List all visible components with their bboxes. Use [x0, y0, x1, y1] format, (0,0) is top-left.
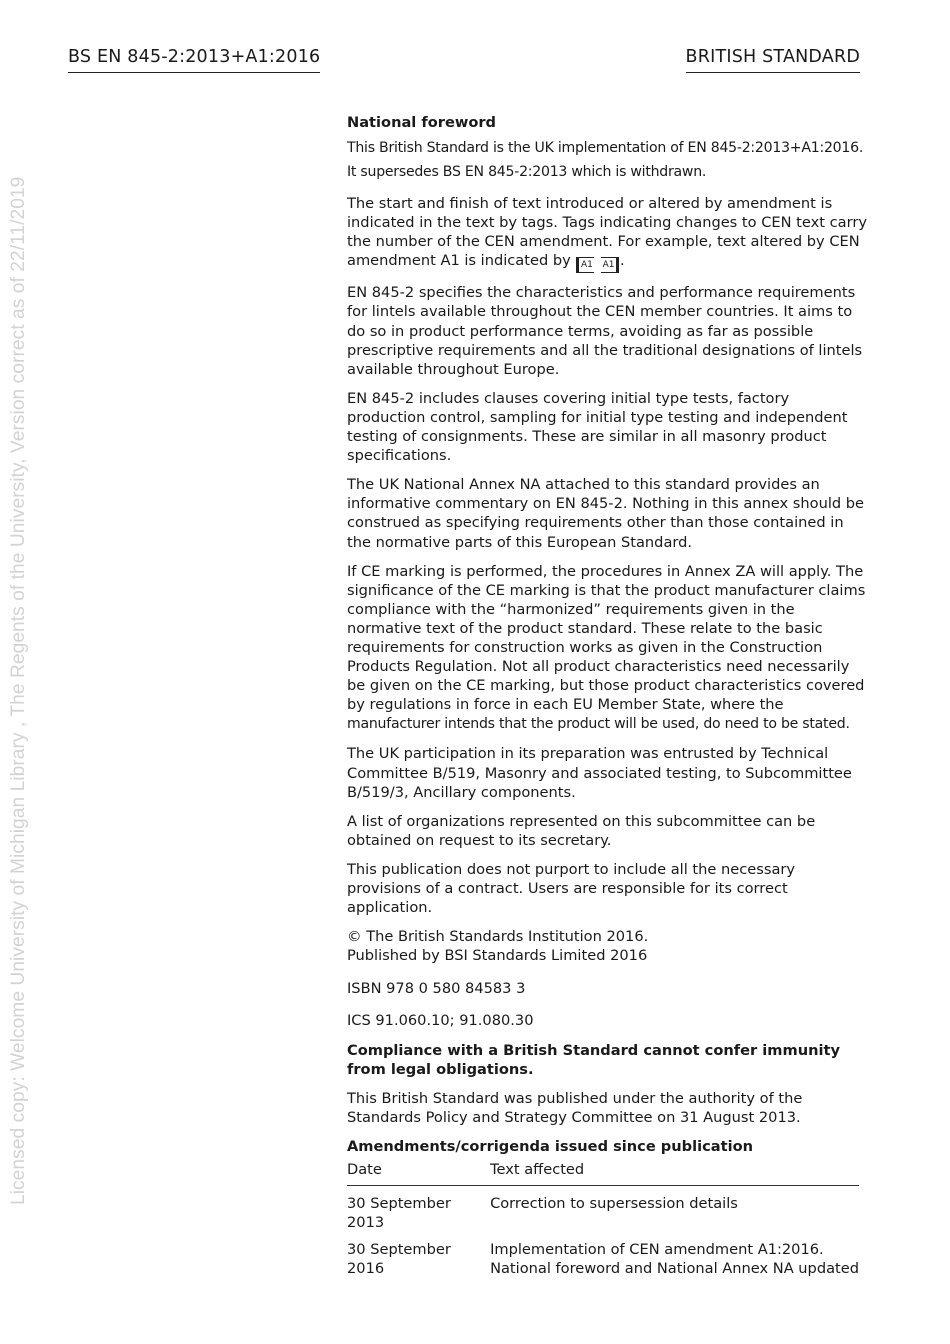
amendments-table [347, 1158, 859, 1278]
ics: ICS 91.060.10; 91.080.30 [347, 1012, 534, 1030]
amendment-start-tag-icon: A1 [576, 257, 594, 273]
annex-na-paragraph: The UK National Annex NA attached to this standard provides an informative commentary on EN 845-2. Nothing in this annex should be construed as specifying requirements other than those contained in the normative parts of this European Standard. [347, 476, 865, 551]
amendment-date: 30 September 2016 [347, 1241, 451, 1278]
ce-marking-text: If CE marking is performed, the procedures in Annex ZA will apply. The significance of the CE marking is that the product manufacturer claims compliance with the “harmonized” requirements given in the normative text of the product standard. These relate to the basic requirements for construction works as given in the Construction Products Regulation. Not all product characteristics need necessarily be given on the CE marking, but those product characteristics covered by regulations in force in each EU Member State, where the [347, 562, 866, 714]
copyright-line: © The British Standards Institution 2016. [347, 928, 649, 946]
amendment-text-line: National foreword and National Annex NA updated [490, 1260, 859, 1278]
clauses-paragraph: EN 845-2 includes clauses covering initial type tests, factory production control, sampling for initial type testing and independent testing of consignments. These are similar in all masonry product specifications. [347, 389, 848, 465]
column-header-text-affected: Text affected [490, 1158, 859, 1186]
authority-paragraph: This British Standard was published under the authority of the Standards Policy and Strategy Committee on 31 August 2013. [347, 1089, 803, 1126]
copyright-block [347, 927, 867, 965]
tags-paragraph-text: The start and finish of text introduced or altered by amendment is indicated in the text by tags. Tags indicating changes to CEN text carry the number of the CEN amendment. For example, text altered by CEN amendment A1 is indicated by [347, 195, 867, 270]
isbn: ISBN 978 0 580 84583 3 [347, 980, 526, 998]
publisher-line: Published by BSI Standards Limited 2016 [347, 947, 648, 965]
participation-paragraph: The UK participation in its preparation was entrusted by Technical Committee B/519, Masonry and associated testing, to Subcommittee B/519/3, Ancillary components. [347, 745, 852, 801]
disclaimer-paragraph: This publication does not purport to include all the necessary provisions of a contract. Users are responsible for its correct application. [347, 860, 796, 917]
amendment-text-line: Implementation of CEN amendment A1:2016. [490, 1241, 824, 1259]
intro-paragraph: This British Standard is the UK implementation of EN 845-2:2013+A1:2016. It supersedes BS EN 845-2:2013 which is withdrawn. [347, 140, 864, 181]
amendment-end-tag-icon: A1 [601, 257, 619, 273]
tags-paragraph [347, 194, 867, 273]
specifies-paragraph: EN 845-2 specifies the characteristics and performance requirements for lintels available throughout the CEN member countries. It aims to do so in product performance terms, avoiding as far as possible prescriptive requirements and all the traditional designations of lintels available throughout Europe. [347, 284, 863, 378]
compliance-notice: Compliance with a British Standard cannot confer immunity from legal obligations. [347, 1041, 840, 1078]
amendment-text: Correction to supersession details [490, 1195, 738, 1213]
ce-marking-paragraph [347, 562, 867, 735]
amendments-header-row [347, 1158, 859, 1186]
column-header-date: Date [347, 1158, 490, 1186]
tags-paragraph-end: . [620, 252, 625, 270]
organizations-paragraph: A list of organizations represented on this subcommittee can be obtained on request to its secretary. [347, 812, 816, 849]
license-watermark: Licensed copy: Welcome University of Michigan Library , The Regents of the University, Version correct as of 22/11/2019 [8, 176, 29, 1205]
amendments-title: Amendments/corrigenda issued since publication [347, 1137, 753, 1155]
document-id: BS EN 845-2:2013+A1:2016 [68, 46, 320, 73]
table-row [347, 1232, 859, 1278]
amendment-text [490, 1232, 859, 1278]
document-type: BRITISH STANDARD [686, 46, 860, 73]
foreword-title: National foreword [347, 114, 497, 131]
ce-marking-last-line: manufacturer intends that the product will be used, do need to be stated. [347, 716, 850, 733]
foreword-column [347, 113, 867, 1278]
table-row [347, 1186, 859, 1233]
amendment-date: 30 September 2013 [347, 1195, 451, 1232]
